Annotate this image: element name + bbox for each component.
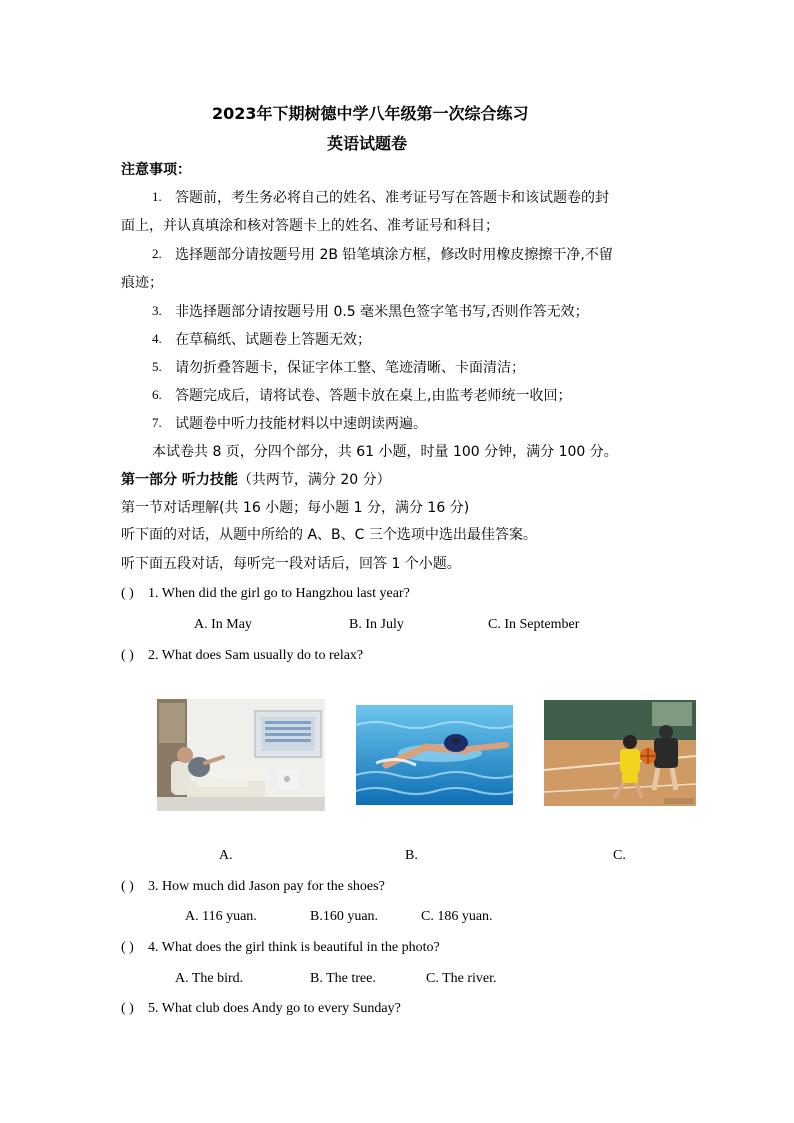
answer-blank[interactable]: ( ) [121,586,134,601]
note-number: 4. [152,331,162,346]
note-text: 试题卷中听力技能材料以中速朗读两遍。 [175,416,427,432]
note-number: 6. [152,387,162,402]
option-c: C. 186 yuan. [421,909,493,924]
note-number: 5. [152,359,162,374]
option-a: A. In May [194,617,252,632]
page-subtitle: 英语试题卷 [327,134,408,153]
answer-blank[interactable]: ( ) [121,648,134,663]
answer-blank[interactable]: ( ) [121,879,134,894]
answer-blank[interactable]: ( ) [121,940,134,955]
page-title: 2023年下期树德中学八年级第一次综合练习 [212,104,529,123]
note-number: 3. [152,303,162,318]
notes-heading: 注意事项： [121,162,191,178]
note-text: 请勿折叠答题卡，保证字体工整、笔迹清晰、卡面清洁； [175,360,525,376]
question-text: 4. What does the girl think is beautiful in the photo? [148,940,440,955]
option-a: A. The bird. [175,971,244,986]
note-text: 选择题部分请按题号用 2B 铅笔填涂方框，修改时用橡皮擦擦干净,不留 [175,247,613,263]
note-text: 在草稿纸、试题卷上答题无效； [175,332,371,348]
note-text: 非选择题部分请按题号用 0.5 毫米黑色签字笔书写,否则作答无效； [175,304,589,320]
photo-swimming [356,705,513,805]
option-a: A. 116 yuan. [185,909,257,924]
exam-summary: 本试卷共 8 页，分四个部分，共 61 小题，时量 100 分钟，满分 100 分。 [152,444,618,460]
photo-basketball [544,700,696,806]
option-b: B. In July [349,617,404,632]
option-c: C. [613,848,626,863]
note-text: 答题前，考生务必将自己的姓名、准考证号写在答题卡和该试题卷的封 [175,190,609,206]
note-number: 1. [152,189,162,204]
note-text: 答题完成后，请将试卷、答题卡放在桌上,由监考老师统一收回； [175,388,572,404]
photo-basketball-graphic [544,700,696,806]
part-heading-score: （共两节，满分 20 分） [237,472,391,488]
section-heading: 第一节对话理解(共 16 小题；每小题 1 分，满分 16 分) [121,500,470,516]
question-text: 1. When did the girl go to Hangzhou last year? [148,586,410,601]
note-number: 7. [152,415,162,430]
photo-watching-tv-graphic [157,699,325,811]
question-text: 2. What does Sam usually do to relax? [148,648,364,663]
option-b: B.160 yuan. [310,909,379,924]
note-text: 痕迹； [121,275,163,291]
question-text: 3. How much did Jason pay for the shoes? [148,879,385,894]
note-number: 2. [152,246,162,261]
part-heading-title: 第一部分 听力技能 [121,472,238,488]
part-heading [121,469,391,489]
photo-watching-tv [157,699,325,811]
answer-blank[interactable]: ( ) [121,1001,134,1016]
question-text: 5. What club does Andy go to every Sunday? [148,1001,401,1016]
option-c: C. The river. [426,971,497,986]
option-b: B. The tree. [310,971,376,986]
instruction: 听下面的对话，从题中所给的 A、B、C 三个选项中选出最佳答案。 [121,527,537,543]
note-text: 面上，并认真填涂和核对答题卡上的姓名、准考证号和科目； [121,218,499,234]
option-a: A. [219,848,233,863]
option-c: C. In September [488,617,580,632]
instruction: 听下面五段对话，每听完一段对话后，回答 1 个小题。 [121,556,461,572]
photo-swimming-graphic [356,705,513,805]
option-b: B. [405,848,418,863]
